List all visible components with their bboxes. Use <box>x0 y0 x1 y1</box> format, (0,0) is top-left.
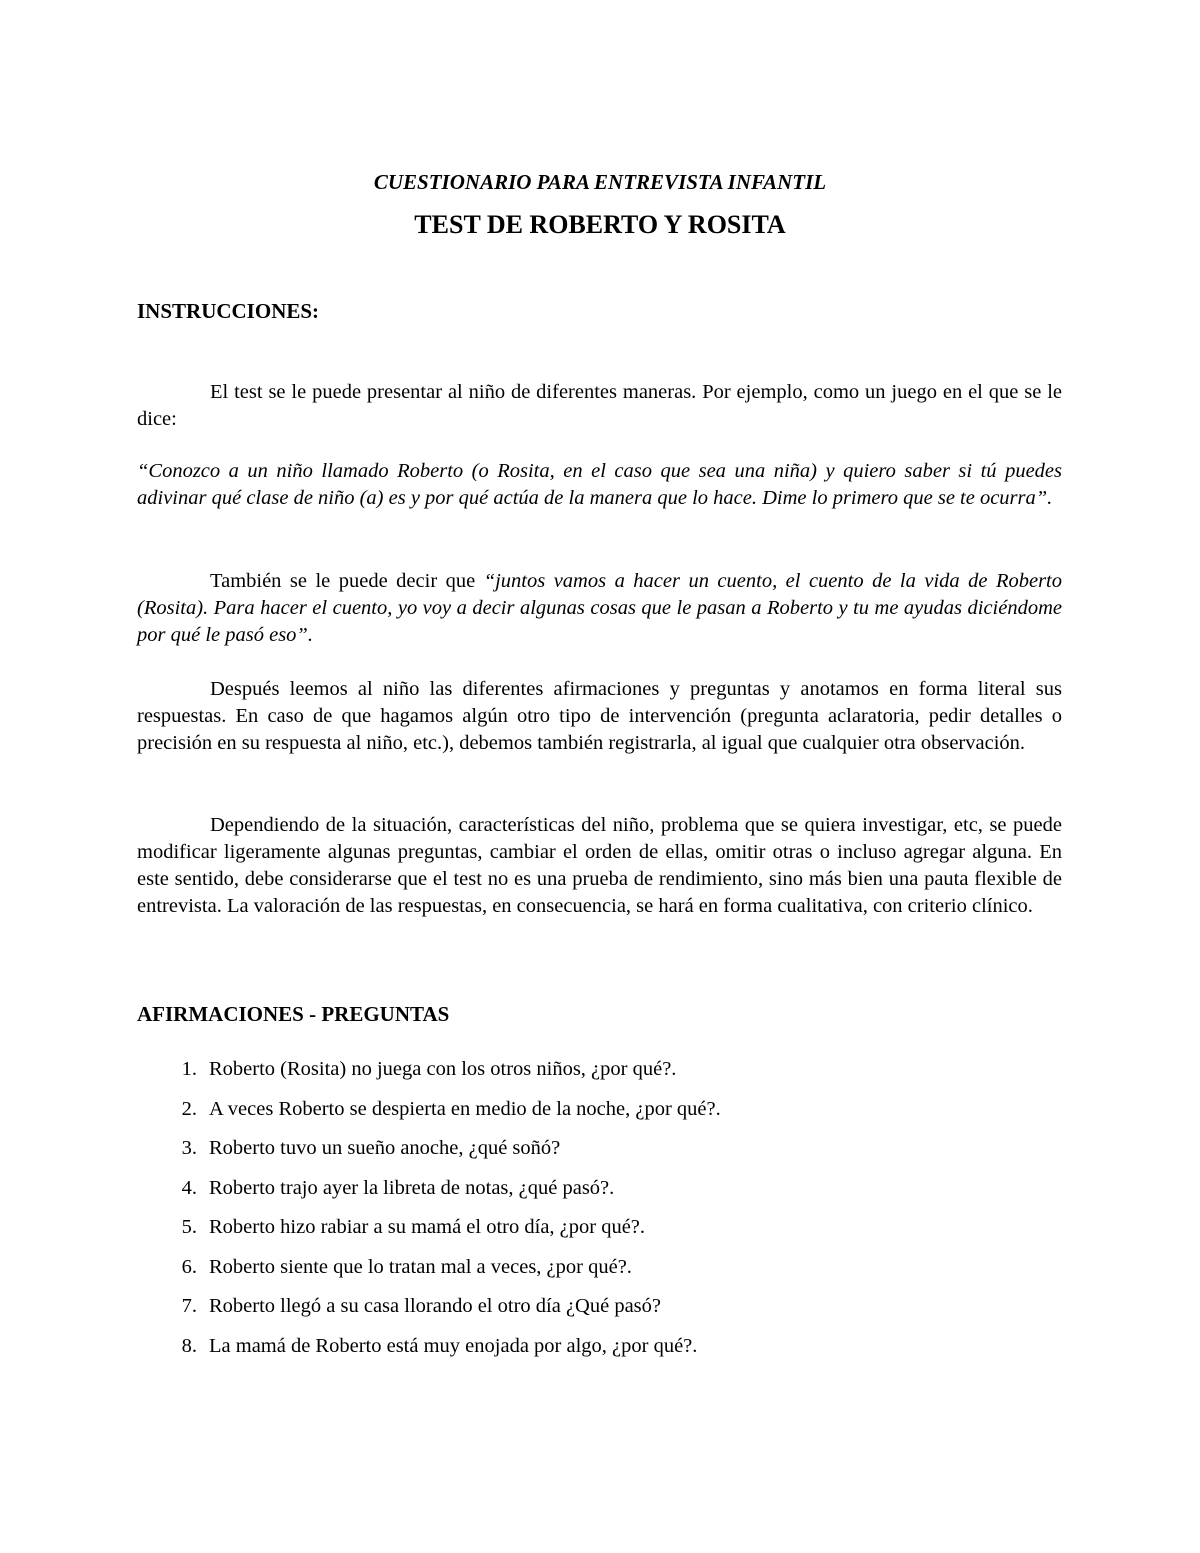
list-item <box>137 1135 1062 1175</box>
list-item <box>137 1214 1062 1254</box>
list-item <box>137 1056 1062 1096</box>
questions-list <box>137 1056 1062 1372</box>
questions-heading: AFIRMACIONES - PREGUNTAS <box>137 1002 450 1026</box>
item-text: Roberto (Rosita) no juega con los otros niños, ¿por qué?. <box>209 1058 677 1080</box>
document-subtitle: CUESTIONARIO PARA ENTREVISTA INFANTIL <box>373 170 827 194</box>
item-number: 6. <box>181 1255 197 1278</box>
item-number: 2. <box>181 1097 197 1120</box>
paragraph-2-lead: También se le puede decir que <box>210 570 484 592</box>
list-item <box>137 1333 1062 1373</box>
list-item <box>137 1096 1062 1136</box>
instructions-paragraph-4: Dependiendo de la situación, características del niño, problema que se quiera investigar, etc, se puede modificar ligeramente algunas preguntas, cambiar el orden de ellas, omitir otras o incluso agregar alguna. En este sentido, debe considerarse que el test no es una prueba de rendimiento, sino más bien una pauta flexible de entrevista. La valoración de las respuestas, en consecuencia, se hará en forma cualitativa, con criterio clínico. <box>137 814 1062 917</box>
list-item <box>137 1175 1062 1215</box>
item-text: Roberto siente que lo tratan mal a veces, ¿por qué?. <box>209 1255 632 1278</box>
instructions-quote-1: “Conozco a un niño llamado Roberto (o Rosita, en el caso que sea una niña) y quiero saber si tú puedes adivinar qué clase de niño (a) es y por qué actúa de la manera que lo hace. Dime lo primero que se te ocurra”. <box>137 460 1062 509</box>
list-item <box>137 1293 1062 1333</box>
item-text: Roberto llegó a su casa llorando el otro día ¿Qué pasó? <box>209 1295 661 1317</box>
document-title: TEST DE ROBERTO Y ROSITA <box>414 210 786 239</box>
item-text: Roberto trajo ayer la libreta de notas, ¿qué pasó?. <box>209 1176 615 1199</box>
item-text: Roberto hizo rabiar a su mamá el otro día, ¿por qué?. <box>209 1216 646 1238</box>
item-number: 5. <box>181 1216 197 1238</box>
item-text: A veces Roberto se despierta en medio de la noche, ¿por qué?. <box>209 1097 721 1120</box>
list-item <box>137 1254 1062 1294</box>
paragraph-2-quote: “juntos vamos a hacer un cuento, el cuento de la vida de Roberto (Rosita). Para hacer el cuento, yo voy a decir algunas cosas que le pasan a Roberto y tu me ayudas diciéndome por qué le pasó eso”. <box>137 570 1062 646</box>
item-number: 8. <box>181 1334 197 1357</box>
instructions-paragraph-3: Después leemos al niño las diferentes afirmaciones y preguntas y anotamos en forma literal sus respuestas. En caso de que hagamos algún otro tipo de intervención (pregunta aclaratoria, pedir detalles o precisión en su respuesta al niño, etc.), debemos también registrarla, al igual que cualquier otra observación. <box>137 678 1062 754</box>
item-number: 7. <box>181 1295 197 1317</box>
item-number: 4. <box>181 1176 197 1199</box>
item-number: 3. <box>181 1137 197 1159</box>
instructions-paragraph-2 <box>137 568 1062 649</box>
instructions-heading: INSTRUCCIONES: <box>137 299 320 323</box>
item-text: La mamá de Roberto está muy enojada por algo, ¿por qué?. <box>209 1334 698 1357</box>
item-text: Roberto tuvo un sueño anoche, ¿qué soñó? <box>209 1137 561 1159</box>
item-number: 1. <box>181 1058 197 1080</box>
instructions-paragraph-1: El test se le puede presentar al niño de diferentes maneras. Por ejemplo, como un juego en el que se le dice: <box>137 381 1062 430</box>
